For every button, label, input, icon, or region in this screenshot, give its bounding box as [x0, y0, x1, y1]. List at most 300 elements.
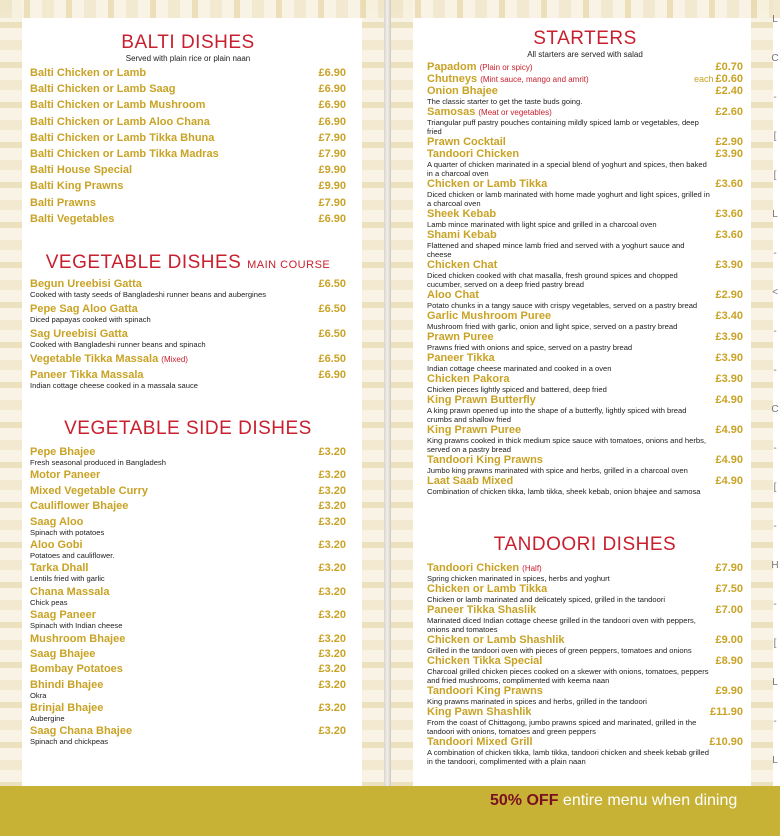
- menu-item: [30, 148, 346, 160]
- menu-item: [30, 469, 346, 481]
- menu-item-name-text: Balti Vegetables: [30, 212, 115, 225]
- menu-item-price: £4.90: [715, 394, 743, 406]
- menu-item-name-text: Mixed Vegetable Curry: [30, 484, 148, 497]
- menu-item-name: [30, 180, 124, 192]
- menu-item-name: [30, 197, 96, 209]
- menu-item-row: [30, 148, 346, 160]
- menu-item: [427, 148, 743, 178]
- menu-item-row: [427, 208, 743, 220]
- menu-item-price: £9.00: [715, 634, 743, 646]
- menu-item-row: [30, 500, 346, 512]
- menu-item-row: [30, 67, 346, 79]
- menu-item-name-text: Chicken or Lamb Shashlik: [427, 634, 565, 646]
- menu-item-name-text: Paneer Tikka: [427, 352, 495, 364]
- menu-item-name-text: Aloo Gobi: [30, 538, 83, 551]
- edge-letter: [: [773, 170, 777, 181]
- menu-item-row: [427, 604, 743, 616]
- menu-item: [30, 725, 346, 746]
- menu-item-description: King prawns marinated in spices and herbs, grilled in the tandoori: [427, 697, 647, 706]
- menu-item-row: [30, 609, 346, 621]
- menu-item-price: £6.90: [318, 99, 346, 112]
- menu-item-price: £7.90: [318, 131, 346, 144]
- menu-item-name: [30, 132, 214, 144]
- menu-item: [427, 454, 743, 475]
- menu-item-row: [427, 229, 743, 241]
- edge-letter: <: [772, 287, 778, 298]
- menu-item-price: £3.40: [715, 310, 743, 322]
- menu-item-row: [427, 736, 743, 748]
- menu-item-name-text: Papadom: [427, 61, 477, 73]
- menu-item-row: [30, 586, 346, 598]
- menu-item: [427, 85, 743, 106]
- menu-item-name: [427, 655, 542, 667]
- menu-item-name-text: Saag Chana Bhajee: [30, 725, 133, 738]
- menu-item-description: Aubergine: [30, 714, 65, 724]
- menu-item: [30, 328, 346, 349]
- menu-item-name: [30, 702, 103, 714]
- menu-item-price-wrap: [318, 132, 346, 144]
- menu-item-name-text: Paneer Tikka Shaslik: [427, 604, 537, 616]
- menu-item-price: £7.50: [715, 583, 743, 595]
- menu-item-row: [427, 655, 743, 667]
- menu-item-price: £9.90: [318, 164, 346, 177]
- menu-item: [427, 685, 743, 706]
- menu-item-name-text: Saag Aloo: [30, 515, 84, 528]
- menu-item-price-wrap: [715, 148, 743, 160]
- menu-item-price-wrap: [715, 331, 743, 343]
- menu-item: [30, 67, 346, 79]
- menu-item-description: Spinach and chickpeas: [30, 737, 109, 747]
- menu-item-description: Chicken or lamb marinated and delicately spiced, grilled in the tandoori: [427, 595, 666, 604]
- menu-item-row: [427, 424, 743, 436]
- menu-item-description: Diced chicken or lamb marinated with home made yoghurt and light spices, grilled in a charcoal oven: [427, 190, 710, 208]
- menu-item-description: Okra: [30, 690, 47, 700]
- menu-item-row: [427, 331, 743, 343]
- menu-item-name: [30, 586, 109, 598]
- menu-item-price-wrap: [318, 328, 346, 340]
- menu-item-row: [427, 310, 743, 322]
- edge-letter: [: [773, 638, 777, 649]
- menu-item-name: [427, 73, 589, 85]
- menu-item-price: £4.90: [715, 475, 743, 487]
- menu-item: [427, 106, 743, 136]
- veg-main-title-sub: MAIN COURSE: [247, 259, 331, 271]
- menu-item-note: (Mint sauce, mango and amrit): [480, 75, 589, 84]
- menu-item-name: [427, 583, 547, 595]
- menu-item-row: [30, 446, 346, 458]
- menu-item-price: £3.60: [715, 178, 743, 190]
- menu-item: [30, 164, 346, 176]
- menu-item-name: [30, 328, 128, 340]
- menu-item-price-wrap: [715, 394, 743, 406]
- menu-item-name-text: Paneer Tikka Massala: [30, 369, 144, 381]
- menu-item-price: £3.20: [318, 609, 346, 622]
- menu-item-name-text: Saag Bhajee: [30, 647, 96, 660]
- menu-item-price-wrap: [715, 424, 743, 436]
- menu-item-price-wrap: [715, 136, 743, 148]
- menu-item-price-wrap: [715, 604, 743, 616]
- menu-item-description: Cooked with tasty seeds of Bangladeshi runner beans and aubergines: [30, 290, 266, 299]
- next-page-edge: [770, 0, 780, 786]
- veg-main-list: [30, 278, 346, 390]
- menu-item-row: [30, 116, 346, 128]
- menu-item-price: £3.20: [318, 515, 346, 528]
- menu-item: [30, 539, 346, 560]
- menu-item: [30, 180, 346, 192]
- veg-side-section: [30, 418, 346, 749]
- menu-item-row: [427, 373, 743, 385]
- menu-item-row: [30, 180, 346, 192]
- menu-item-description: Cooked with Bangladeshi runner beans and spinach: [30, 340, 206, 349]
- menu-item: [427, 289, 743, 310]
- menu-item-description: Spring chicken marinated in spices, herbs and yoghurt: [427, 574, 610, 583]
- menu-item-note: (Plain or spicy): [479, 63, 533, 72]
- menu-item-row: [30, 328, 346, 340]
- left-page: [0, 0, 384, 836]
- menu-item: [427, 61, 743, 73]
- menu-item-price: £11.90: [709, 706, 743, 718]
- menu-item-name: [427, 394, 536, 406]
- menu-item-name: [427, 634, 565, 646]
- menu-item-price-wrap: [318, 586, 346, 598]
- menu-item: [427, 394, 743, 424]
- menu-item-price-wrap: [715, 310, 743, 322]
- menu-item-row: [427, 85, 743, 97]
- left-ornament-border-right: [362, 0, 384, 836]
- edge-letter: L: [772, 14, 778, 25]
- menu-item: [427, 352, 743, 373]
- menu-item-price-wrap: [715, 373, 743, 385]
- menu-item-description: The classic starter to get the taste buds going.: [427, 97, 583, 106]
- menu-item-name: [30, 500, 128, 512]
- veg-main-section: [30, 252, 346, 394]
- menu-item-name-text: Balti King Prawns: [30, 180, 124, 193]
- menu-item-name: [427, 136, 506, 148]
- menu-item-row: [427, 61, 743, 73]
- menu-item-row: [427, 394, 743, 406]
- menu-item-price: £3.20: [318, 446, 346, 458]
- menu-item-name-text: Sheek Kebab: [427, 208, 497, 220]
- menu-item-row: [30, 303, 346, 315]
- menu-item-price-wrap: [318, 369, 346, 381]
- menu-item: [427, 655, 743, 685]
- menu-item-row: [427, 289, 743, 301]
- menu-item-description: Mushroom fried with garlic, onion and light spice, served on a pastry bread: [427, 322, 678, 331]
- menu-item-price-wrap: [318, 469, 346, 481]
- menu-item-row: [30, 83, 346, 95]
- menu-item-name: [30, 67, 146, 79]
- menu-item: [427, 604, 743, 634]
- menu-item-name-text: Laat Saab Mixed: [427, 475, 514, 487]
- menu-item-price-wrap: [715, 178, 743, 190]
- menu-item-name: [427, 259, 497, 271]
- menu-item-description: Spinach with potatoes: [30, 527, 105, 537]
- menu-item-name: [427, 178, 547, 190]
- menu-item-name-text: Brinjal Bhajee: [30, 702, 104, 715]
- menu-item-price: £3.20: [318, 632, 346, 645]
- menu-item-name: [30, 148, 219, 160]
- page-fold: [384, 0, 391, 836]
- menu-item-name: [427, 454, 543, 466]
- menu-item: [30, 663, 346, 675]
- balti-subtitle: Served with plain rice or plain naan: [125, 54, 251, 63]
- menu-item-price: £7.90: [318, 147, 346, 160]
- footer-text: entire menu when dining: [558, 792, 738, 809]
- footer-discount: 50% OFF: [490, 792, 559, 809]
- menu-item-description: Lentils fried with garlic: [30, 574, 105, 584]
- menu-item-price: £3.90: [715, 148, 743, 160]
- menu-item: [30, 303, 346, 324]
- menu-item-price: £3.90: [715, 373, 743, 385]
- menu-item-price-wrap: [715, 61, 743, 73]
- menu-item-name-text: Motor Paneer: [30, 469, 101, 482]
- menu-item: [427, 706, 743, 736]
- menu-item-name-text: Cauliflower Bhajee: [30, 500, 129, 513]
- menu-item-row: [427, 475, 743, 487]
- menu-item-price-wrap: [715, 259, 743, 271]
- menu-item: [427, 136, 743, 148]
- menu-item-price-wrap: [318, 213, 346, 225]
- menu-item-price-wrap: [318, 633, 346, 645]
- starters-subtitle: All starters are served with salad: [527, 50, 643, 59]
- menu-item-name: [30, 725, 132, 737]
- menu-item-name-text: Tandoori King Prawns: [427, 454, 543, 466]
- menu-item-row: [30, 725, 346, 737]
- menu-item-description: Jumbo king prawns marinated with spice and herbs, grilled in a charcoal oven: [427, 466, 688, 475]
- menu-item-price-wrap: [318, 500, 346, 512]
- veg-main-title-text: VEGETABLE DISHES: [45, 252, 242, 273]
- menu-item-price: £9.90: [318, 180, 346, 193]
- menu-item-description: A king prawn opened up into the shape of a butterfly, lightly spiced with bread crumbs and shallow fried: [427, 406, 687, 424]
- menu-item: [30, 197, 346, 209]
- menu-item-price-wrap: [318, 648, 346, 660]
- menu-item-name-text: Balti Chicken or Lamb Saag: [30, 83, 176, 96]
- tandoori-title: TANDOORI DISHES: [493, 534, 677, 555]
- menu-item-name-text: Onion Bhajee: [427, 85, 498, 97]
- menu-item: [30, 83, 346, 95]
- menu-item-name: [30, 485, 148, 497]
- menu-item: [30, 648, 346, 660]
- menu-item-name-text: Begun Ureebisi Gatta: [30, 278, 142, 290]
- menu-item-price-wrap: [318, 485, 346, 497]
- edge-letter: C: [771, 404, 779, 415]
- menu-item-description: Indian cottage cheese marinated and cooked in a oven: [427, 364, 612, 373]
- menu-item-name-text: Mushroom Bhajee: [30, 632, 126, 645]
- menu-item-name: [30, 164, 132, 176]
- menu-item-price-wrap: [318, 180, 346, 192]
- menu-item-price-wrap: [709, 736, 743, 748]
- menu-item-row: [427, 634, 743, 646]
- edge-letter: C: [771, 53, 779, 64]
- menu-item-price-wrap: [318, 702, 346, 714]
- edge-letter: -: [773, 248, 777, 259]
- menu-item-name: [30, 369, 144, 381]
- menu-item: [427, 178, 743, 208]
- footer-promo: [490, 792, 780, 810]
- menu-item-name: [30, 539, 83, 551]
- menu-item-price: £3.20: [318, 702, 346, 715]
- menu-item-name: [427, 352, 495, 364]
- menu-item: [427, 562, 743, 583]
- menu-item-price: £10.90: [709, 736, 743, 748]
- menu-item-description: Marinated diced Indian cottage cheese grilled in the tandoori oven with peppers, onions and tomatoes: [427, 616, 696, 634]
- menu-item-description: A combination of chicken tikka, lamb tikka, tandoori chicken and sheek kebab grilled in the tandoori, complimented with a plain naan: [427, 748, 709, 766]
- right-page: [391, 0, 780, 836]
- menu-item-price: £2.90: [715, 136, 743, 148]
- menu-item-price-wrap: [715, 562, 743, 574]
- menu-item-name-text: Chicken or Lamb Tikka: [427, 583, 548, 595]
- menu-item-description: Combination of chicken tikka, lamb tikka, sheek kebab, onion bhajee and samosa: [427, 487, 701, 496]
- menu-item-price: £6.50: [318, 328, 346, 340]
- starters-list: [427, 61, 743, 496]
- menu-item-name: [427, 424, 521, 436]
- edge-letter: L: [772, 677, 778, 688]
- menu-item-name: [30, 516, 83, 528]
- menu-item-name: [427, 61, 532, 73]
- menu-item: [427, 736, 743, 766]
- menu-item-price-wrap: [715, 634, 743, 646]
- menu-item-price: £9.90: [715, 685, 743, 697]
- menu-item-row: [30, 469, 346, 481]
- menu-item-price: £2.40: [715, 85, 743, 97]
- menu-item-description: Chicken pieces lightly spiced and battered, deep fried: [427, 385, 607, 394]
- menu-item-row: [30, 99, 346, 111]
- menu-item-row: [427, 352, 743, 364]
- menu-item-description: Diced papayas cooked with spinach: [30, 315, 151, 324]
- menu-item-row: [30, 278, 346, 290]
- right-top-ornament-band: [391, 0, 780, 18]
- menu-item: [30, 633, 346, 645]
- menu-item-price-wrap: [318, 663, 346, 675]
- menu-item-name: [30, 446, 95, 458]
- menu-item-name-text: King Pawn Shashlik: [427, 706, 532, 718]
- menu-item-name: [427, 331, 494, 343]
- menu-item-description: A quarter of chicken marinated in a special blend of yoghurt and spices, then baked in a charcoal oven: [427, 160, 707, 178]
- menu-item-row: [30, 485, 346, 497]
- menu-item-name-text: Chutneys: [427, 73, 478, 85]
- edge-letter: L: [772, 209, 778, 220]
- menu-item-name: [427, 604, 536, 616]
- menu-item-price: £7.90: [318, 196, 346, 209]
- menu-item-price: £3.60: [715, 229, 743, 241]
- menu-item-description: From the coast of Chittagong, jumbo prawns spiced and marinated, grilled in the tandoori with onions, tomatoes and green peppers: [427, 718, 697, 736]
- menu-item-name: [30, 679, 103, 691]
- menu-item-note: (Half): [522, 564, 542, 573]
- menu-item-name: [30, 562, 89, 574]
- menu-item-price-wrap: [318, 353, 346, 365]
- menu-item-description: Fresh seasonal produced in Bangladesh: [30, 458, 166, 467]
- menu-item-price-wrap: [318, 278, 346, 290]
- menu-item-price: £7.00: [715, 604, 743, 616]
- menu-item-name: [427, 562, 542, 574]
- menu-item: [427, 208, 743, 229]
- menu-item-row: [427, 178, 743, 190]
- menu-item-price-wrap: [715, 229, 743, 241]
- menu-item: [30, 702, 346, 723]
- menu-item-price-wrap: [318, 116, 346, 128]
- menu-item-price-prefix: each: [693, 74, 714, 84]
- tandoori-list: [427, 562, 743, 766]
- menu-item-name-text: Saag Paneer: [30, 609, 97, 622]
- veg-side-title: VEGETABLE SIDE DISHES: [64, 418, 312, 439]
- menu-item-name: [30, 633, 125, 645]
- menu-item-name: [30, 648, 95, 660]
- menu-item-price: £3.20: [318, 725, 346, 738]
- menu-item: [427, 634, 743, 655]
- menu-item-name: [30, 278, 142, 290]
- menu-item-description: Potato chunks in a tangy sauce with crispy vegetables, served on a pastry bread: [427, 301, 698, 310]
- menu-item: [30, 99, 346, 111]
- menu-item-price-wrap: [715, 685, 743, 697]
- menu-item: [30, 516, 346, 537]
- edge-letter: -: [773, 92, 777, 103]
- menu-item-name: [427, 289, 479, 301]
- menu-item-price-wrap: [318, 725, 346, 737]
- menu-item-price: £6.50: [318, 303, 346, 315]
- menu-item: [30, 446, 346, 467]
- menu-item-name-text: Balti Chicken or Lamb: [30, 67, 147, 79]
- menu-item-price-wrap: [318, 609, 346, 621]
- menu-item-price-wrap: [318, 197, 346, 209]
- menu-item-price-wrap: [715, 352, 743, 364]
- menu-item: [30, 586, 346, 607]
- menu-item-price-wrap: [318, 67, 346, 79]
- menu-item-name-text: Vegetable Tikka Massala: [30, 353, 159, 365]
- menu-item-description: Potatoes and cauliflower.: [30, 550, 115, 560]
- menu-item-price: £2.90: [715, 289, 743, 301]
- menu-item: [427, 583, 743, 604]
- menu-item-row: [30, 369, 346, 381]
- menu-item-name-text: Balti House Special: [30, 164, 133, 177]
- starters-section: [427, 28, 743, 496]
- menu-item-row: [30, 679, 346, 691]
- menu-item-row: [30, 213, 346, 225]
- menu-item-price-wrap: [318, 303, 346, 315]
- menu-item-name-text: Aloo Chat: [427, 289, 479, 301]
- menu-item-row: [427, 136, 743, 148]
- menu-item-row: [427, 454, 743, 466]
- menu-item-name-text: Bhindi Bhajee: [30, 678, 104, 691]
- menu-item-row: [427, 583, 743, 595]
- menu-item-price-wrap: [318, 679, 346, 691]
- menu-item-name-text: Chicken Tikka Special: [427, 655, 543, 667]
- menu-item-row: [427, 73, 743, 85]
- menu-item: [30, 278, 346, 299]
- menu-item-name-text: Tandoori King Prawns: [427, 685, 543, 697]
- menu-item-price: £3.20: [318, 538, 346, 551]
- menu-item-price-wrap: [715, 289, 743, 301]
- menu-item-row: [30, 633, 346, 645]
- menu-item-row: [30, 164, 346, 176]
- menu-item-price: £8.90: [715, 655, 743, 667]
- menu-item-name-text: Shami Kebab: [427, 229, 497, 241]
- edge-letter: [: [773, 482, 777, 493]
- menu-item-name: [30, 83, 175, 95]
- menu-item-row: [427, 106, 743, 118]
- menu-item-price: £6.90: [318, 212, 346, 225]
- menu-item: [427, 475, 743, 496]
- menu-item: [30, 609, 346, 630]
- menu-item-name-text: Chana Massala: [30, 585, 110, 598]
- menu-item-row: [30, 702, 346, 714]
- menu-item-price: £3.20: [318, 585, 346, 598]
- menu-item-price: £3.20: [318, 678, 346, 691]
- menu-item-price-wrap: [715, 106, 743, 118]
- menu-item-name: [427, 685, 543, 697]
- menu-item-price-wrap: [318, 83, 346, 95]
- menu-item-name-text: Pepe Sag Aloo Gatta: [30, 303, 138, 315]
- menu-item-price-wrap: [318, 164, 346, 176]
